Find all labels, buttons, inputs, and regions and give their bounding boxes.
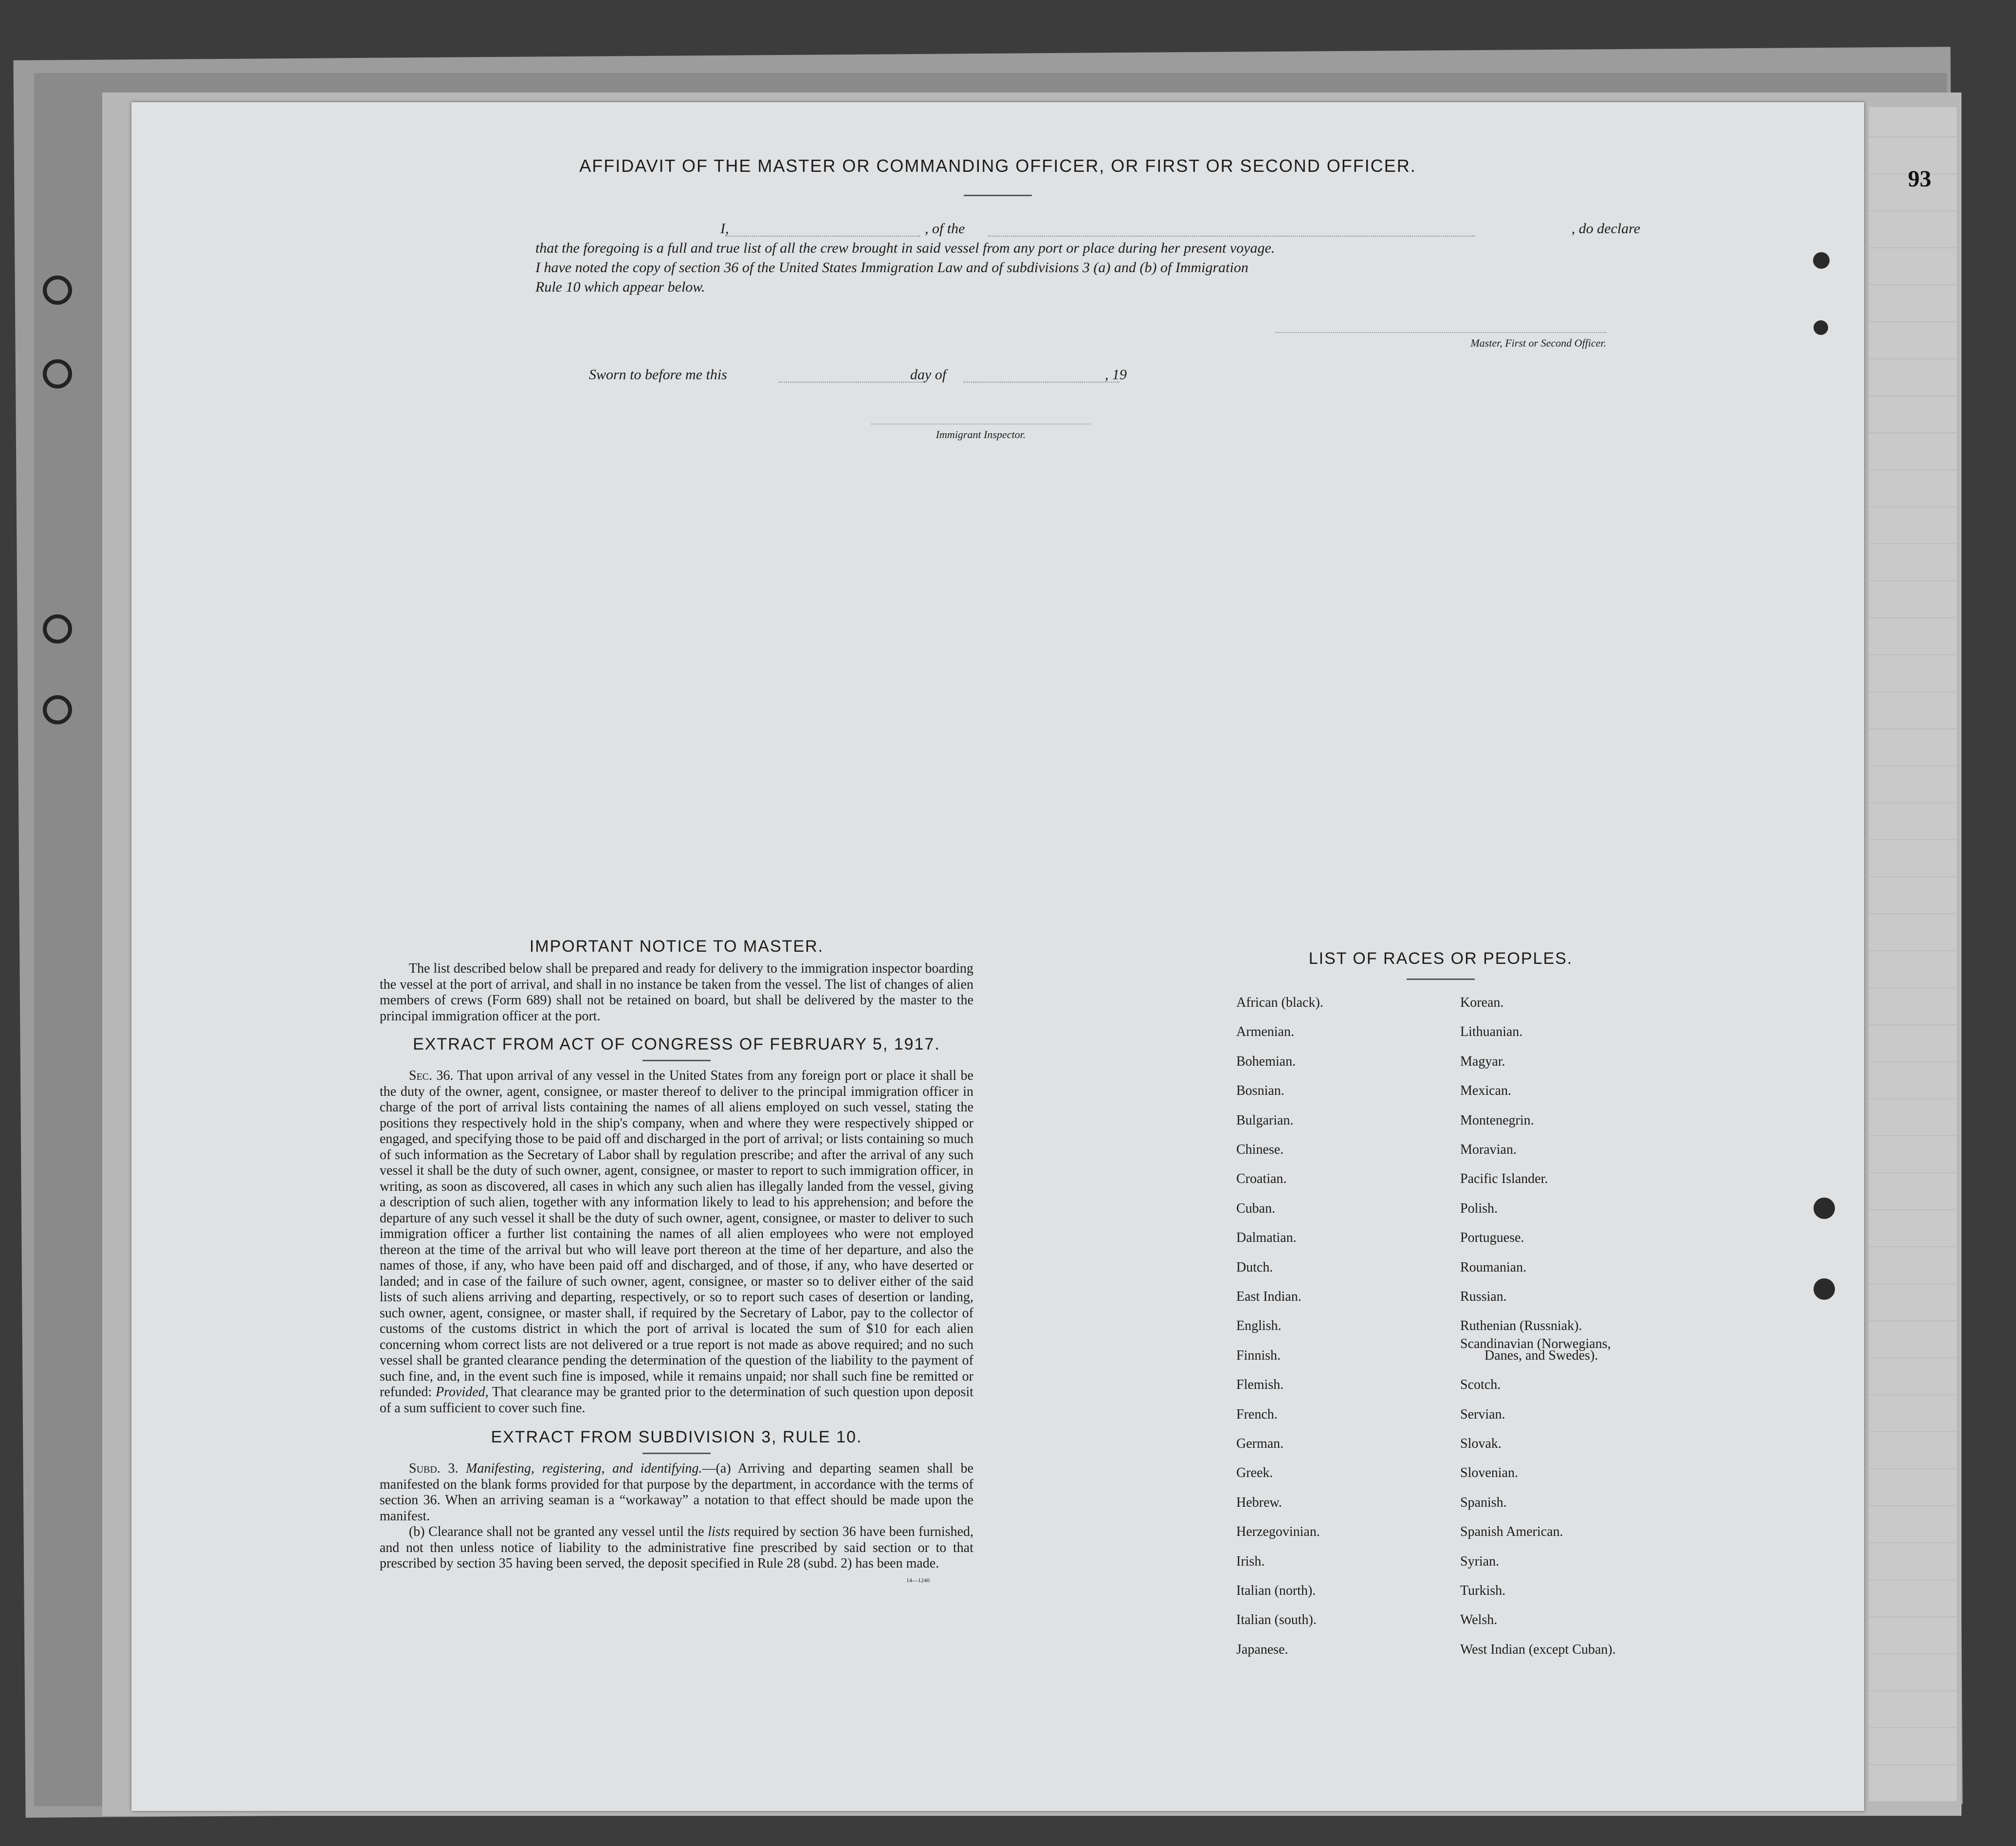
sec-36-end: That clearance may be granted prior to the determination of such question upon deposit of a sum sufficient to cover such fine. (380, 1384, 974, 1416)
race-item: Hebrew. (1236, 1495, 1282, 1510)
race-item: Ruthenian (Russniak). (1460, 1318, 1582, 1334)
vessel-blank[interactable] (988, 236, 1475, 237)
sec-36-body: That upon arrival of any vessel in the United States from any foreign port or place it shall be the duty of the owner, agent, consignee, or master thereof to deliver to the principal immigration officer in charge of the port of arrival lists containing the names of all aliens employed on such vessel, stating the positions they respectively hold in the ship's company, when and where they were respectively shipped or engaged, and specifying those to be paid off and discharged in the port of arrival; or lists containing so much of such information as the Secretary of Labor shall by regulation prescribe; and after the arrival of any such vessel it shall be the duty of such owner, agent, consignee, or master to report to such immigration officer, in writing, as soon as discovered, all cases in which any such alien has illegally landed from the vessel, giving a description of such alien, together with any information likely to lead to his apprehension; and before the departure of any such vessel it shall be the duty of such owner, agent, consignee, or master to deliver to such immigration officer a further list containing the names of all alien employees who were not employed thereon at the time of the arrival but who will leave port thereon at the time of her departure, and also the names of those, if any, who have been paid off and discharged, and of those, if any, who have deserted or landed; and in case of the failure of such owner, agent, consignee, or master so to deliver either of the said lists of such aliens arriving and departing, respectively, or so to report such cases of desertion or landing, such owner, agent, consignee, or master shall, if required by the Secretary of Labor, pay to the collector of customs of the customs district in which the port of arrival is located the sum of $10 for each alien concerning whom correct lists are not delivered or a true report is not made as above required; and no such vessel shall be granted clearance pending the determination of the question of the liability to the payment of such fine, and, in the event such fine is imposed, while it remains unpaid; nor shall such fine be remitted or refunded: (380, 1068, 973, 1400)
race-item: Moravian. (1460, 1142, 1517, 1157)
sec-label: Sec. 36. (409, 1068, 454, 1083)
race-item: Finnish. (1236, 1348, 1281, 1363)
race-item: Greek. (1236, 1465, 1273, 1481)
race-item: Spanish American. (1460, 1524, 1563, 1540)
subd-a-body: —(a) Arriving and departing seamen shall be manifested on the blank forms provided for that purpose by the department, in accordance with the terms of section 36. When an arriving seaman is a “workaway” a notation to that effect should be made upon the manifest. (380, 1461, 973, 1524)
race-item: Cuban. (1236, 1200, 1276, 1216)
underlying-ledger-edge (1869, 107, 1957, 1801)
race-item: Pacific Islander. (1460, 1171, 1548, 1187)
race-item: Scandinavian (Norwegians, (1460, 1336, 1611, 1351)
race-item: Dutch. (1236, 1259, 1273, 1275)
affidavit-title: AFFIDAVIT OF THE MASTER OR COMMANDING OFFICER, OR FIRST OR SECOND OFFICER. (579, 156, 1416, 176)
race-item: West Indian (except Cuban). (1460, 1642, 1616, 1657)
punch-hole (43, 614, 72, 644)
race-item: Armenian. (1236, 1024, 1294, 1040)
subd-label: Subd. 3. (409, 1461, 458, 1476)
race-item: Flemish. (1236, 1377, 1284, 1393)
punch-hole (1814, 1198, 1835, 1219)
race-item: Slovak. (1460, 1436, 1502, 1451)
race-item: Turkish. (1460, 1583, 1506, 1598)
race-item: Magyar. (1460, 1053, 1505, 1069)
extract-act-title: EXTRACT FROM ACT OF CONGRESS OF FEBRUARY 5, 1917. (413, 1035, 940, 1053)
extract-act-text (380, 1068, 973, 1416)
affidavit-line-2: that the foregoing is a full and true list of all the crew brought in said vessel from any port or place during her present voyage. (535, 240, 1275, 256)
day-of-label: day of (910, 367, 947, 383)
affidavit-line-3: I have noted the copy of section 36 of the United States Immigration Law and of subdivisions 3 (a) and (b) of Immigration (535, 259, 1248, 276)
section-rule (642, 1060, 711, 1061)
race-item: Japanese. (1236, 1642, 1288, 1657)
sworn-label: Sworn to before me this (589, 367, 727, 383)
section-rule (642, 1453, 711, 1454)
race-item: Spanish. (1460, 1495, 1507, 1510)
race-continuation: Danes, and Swedes). (1485, 1348, 1598, 1363)
subd-b-start: (b) Clearance shall not be granted any vessel until the (409, 1524, 704, 1539)
notice-title: IMPORTANT NOTICE TO MASTER. (529, 937, 824, 956)
day-blank[interactable] (779, 382, 925, 383)
race-item: Slovenian. (1460, 1465, 1518, 1481)
race-item: Lithuanian. (1460, 1024, 1523, 1040)
affidavit-declare-label: , do declare (1571, 221, 1640, 237)
notice-column (380, 937, 973, 1584)
punch-hole (1814, 1278, 1835, 1300)
race-item: Servian. (1460, 1406, 1505, 1422)
punch-hole (1813, 252, 1830, 269)
race-item: Welsh. (1460, 1612, 1498, 1628)
notice-text: The list described below shall be prepared and ready for delivery to the immigration inspector boarding the vessel at the port of arrival, and shall in no instance be taken from the vessel. The list of changes of alien members of crews (Form 689) shall not be retained on board, but shall be delivered by the master to the principal immigration officer at the port. (380, 961, 973, 1024)
races-rule (1407, 978, 1475, 980)
lists-word: lists (708, 1524, 730, 1539)
race-item: East Indian. (1236, 1289, 1301, 1304)
race-item: Chinese. (1236, 1142, 1284, 1157)
race-item: French. (1236, 1406, 1278, 1422)
inspector-signature-label: Immigrant Inspector. (871, 424, 1090, 441)
race-item: African (black). (1236, 995, 1323, 1010)
race-item: Italian (north). (1236, 1583, 1316, 1598)
subd-heading: Manifesting, registering, and identifying. (466, 1461, 702, 1476)
race-item: Bulgarian. (1236, 1112, 1294, 1128)
sworn-line (589, 365, 1270, 385)
race-item: Scotch. (1460, 1377, 1501, 1393)
race-item: Russian. (1460, 1289, 1507, 1304)
form-number: 14—1240 (906, 1576, 930, 1584)
form-sheet (131, 102, 1864, 1811)
year-label: , 19 (1105, 367, 1127, 383)
races-title: LIST OF RACES OR PEOPLES. (1308, 949, 1573, 968)
month-blank[interactable] (964, 382, 1119, 383)
race-item: Irish. (1236, 1553, 1265, 1569)
subd-b-end: required by section 36 have been furnished, and not then unless notice of liability to the administrative fine prescribed by said section or to that prescribed by section 35 having been served, the deposit specified in Rule 28 (subd. 2) has been made. (380, 1524, 974, 1571)
extract-rule-text-a (380, 1461, 973, 1524)
punch-hole (1814, 320, 1828, 335)
race-item: German. (1236, 1436, 1284, 1451)
extract-rule-text-b (380, 1524, 973, 1572)
race-item: Korean. (1460, 995, 1504, 1010)
race-item: Herzegovinian. (1236, 1524, 1320, 1540)
race-item: Italian (south). (1236, 1612, 1317, 1628)
race-item: Portuguese. (1460, 1230, 1524, 1246)
race-item: Croatian. (1236, 1171, 1287, 1187)
race-item: English. (1236, 1318, 1282, 1334)
race-item: Polish. (1460, 1200, 1498, 1216)
page-number: 93 (1908, 166, 1931, 192)
extract-rule-title: EXTRACT FROM SUBDIVISION 3, RULE 10. (491, 1428, 862, 1446)
race-item: Dalmatian. (1236, 1230, 1297, 1246)
affidavit-i-label: I, (720, 221, 729, 237)
race-item: Montenegrin. (1460, 1112, 1534, 1128)
punch-hole (43, 276, 72, 305)
race-item: Bohemian. (1236, 1053, 1296, 1069)
race-item: Mexican. (1460, 1083, 1511, 1099)
name-blank[interactable] (725, 236, 920, 237)
race-item: Roumanian. (1460, 1259, 1527, 1275)
affidavit-of-label: , of the (925, 221, 965, 237)
provided-word: Provided, (436, 1384, 489, 1400)
punch-hole (43, 359, 72, 388)
master-signature-label: Master, First or Second Officer. (1275, 332, 1606, 350)
affidavit-line-4: Rule 10 which appear below. (535, 279, 705, 295)
race-item: Syrian. (1460, 1553, 1500, 1569)
title-rule (964, 195, 1032, 196)
race-item: Bosnian. (1236, 1083, 1284, 1099)
punch-hole (43, 695, 72, 724)
